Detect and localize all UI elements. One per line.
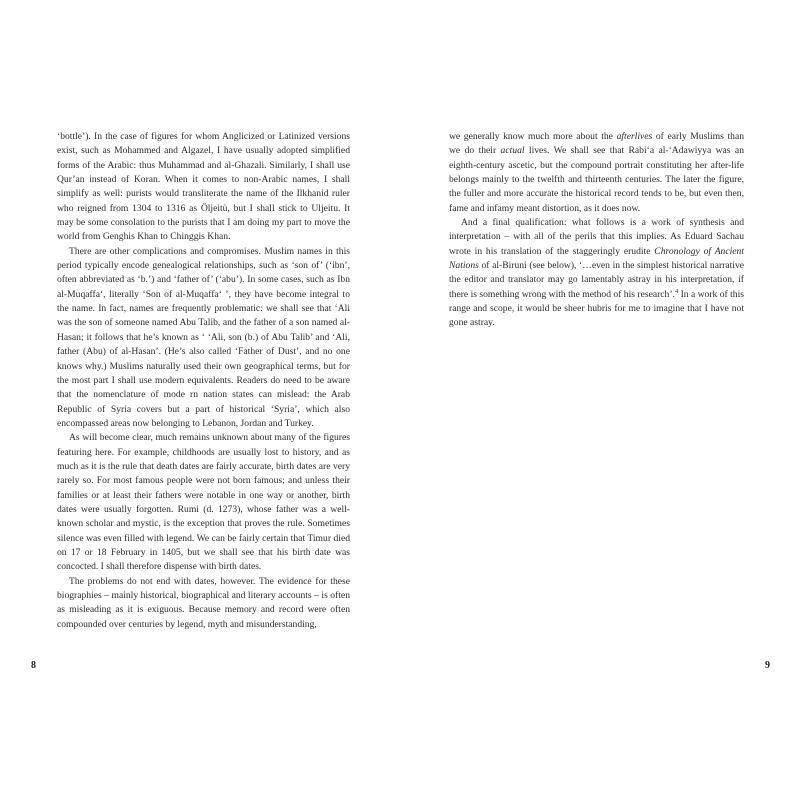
- left-paragraph-2: There are other complications and compromises. Muslim names in this period typically encode genealogical relationships, such as ‘son of’ (‘ibn’, often abbreviated as ‘b.’) and ‘father of’ (‘abu’). In some cases, such as Ibn al-Muqaffa‘, literally ‘Son of al-Muqaffa‘ ’, they have become integral to the name. In fact, names are frequently problematic: we shall see that ‘Ali was the son of someone named Abu Talib, and the father of a son named al-Hasan; it follows that he’s known as ‘ ‘Ali, son (b.) of Abu Talib’ and ‘Ali, father (Abu) of al-Hasan’. (He’s also called ‘Father of Dust’, and no one knows why.) Muslims naturally used their own geographical terms, but for the most part I shall use modern equivalents. Readers do need to be aware that the nomenclature of mode rn nation states can mislead: the Arab Republic of Syria covers but a part of historical ‘Syria’, which also encompassed areas now belonging to Lebanon, Jordan and Turkey.: [57, 245, 350, 429]
- italic-afterlives: afterlives: [616, 131, 653, 142]
- left-paragraph-3: As will become clear, much remains unknown about many of the figures featuring here. For example, childhoods are usually lost to history, and as much as it is the rule that death dates are fairly accurate, birth dates are very rarely so. For most famous people were not born famous; and unless their families or at least their fathers were notable in one way or another, birth dates were usually forgotten. Rumi (d. 1273), whose father was a well-known scholar and mystic, is the exception that proves the rule. Sometimes silence was even filled with legend. We can be fairly certain that Timur died on 17 or 18 February in 1405, but we shall see that his birth date was concocted. I shall therefore dispense with birth dates.: [57, 432, 350, 573]
- right-page: [449, 130, 744, 331]
- page-number-left: 8: [31, 660, 36, 671]
- text-run: In a work of this range and scope, it would be sheer hubris for me to imagine that I have not gone astray.: [449, 288, 744, 329]
- right-paragraph-1: [449, 130, 744, 216]
- text-run: we generally know much more about the: [449, 131, 617, 142]
- right-paragraph-2: [449, 216, 744, 331]
- text-run: of early Muslims than we do their: [449, 131, 744, 157]
- text-run: lives. We shall see that Rabi‘a al-‘Adawiyya was an eighth-century ascetic, but the compound portrait constituting her after-life belongs mainly to the twelfth and thirteenth centuries. The later the figure, the fuller and more accurate the historical record tends to be, but even then, fame and infamy meant distortion, as it does now.: [449, 145, 744, 214]
- text-run: of al-Biruni (see below), ‘…even in the simplest historical narrative the editor and translator may go lamentably astray in his interpretation, if there is something wrong with the method of his research’.: [449, 260, 744, 300]
- footnote-marker: 4: [674, 287, 679, 295]
- left-paragraph-1: ‘bottle’). In the case of figures for whom Anglicized or Latinized versions exist, such as Mohammed and Algazel, I have usually adopted simplified forms of the Arabic: thus Muhammad and al-Ghazali. Similarly, I shall use Qur’an instead of Koran. When it comes to non-Arabic names, I shall simplify as well: purists would transliterate the name of the Ilkhanid ruler who reigned from 1304 to 1316 as Öljeitü, but I shall stick to Uljeitu. It may be some consolation to the purists that I am doing my part to move the world from Genghis Khan to Chinggis Khan.: [57, 131, 350, 243]
- page-number-right: 9: [765, 660, 770, 671]
- italic-actual: actual: [500, 145, 525, 157]
- italic-book-title: Chronology of Ancient Nations: [449, 245, 744, 272]
- left-page: [57, 130, 350, 632]
- left-paragraph-4: The problems do not end with dates, however. The evidence for these biographies – mainly historical, biographical and literary accounts – is often as misleading as it is exiguous. Because memory and record were often compounded over centuries by legend, myth and misunderstanding,: [57, 575, 350, 630]
- text-run: And a final qualification: what follows is a work of synthesis and interpretation – with all of the perils that this implies. As Eduard Sachau wrote in his translation of the staggeringly erudite: [449, 217, 744, 257]
